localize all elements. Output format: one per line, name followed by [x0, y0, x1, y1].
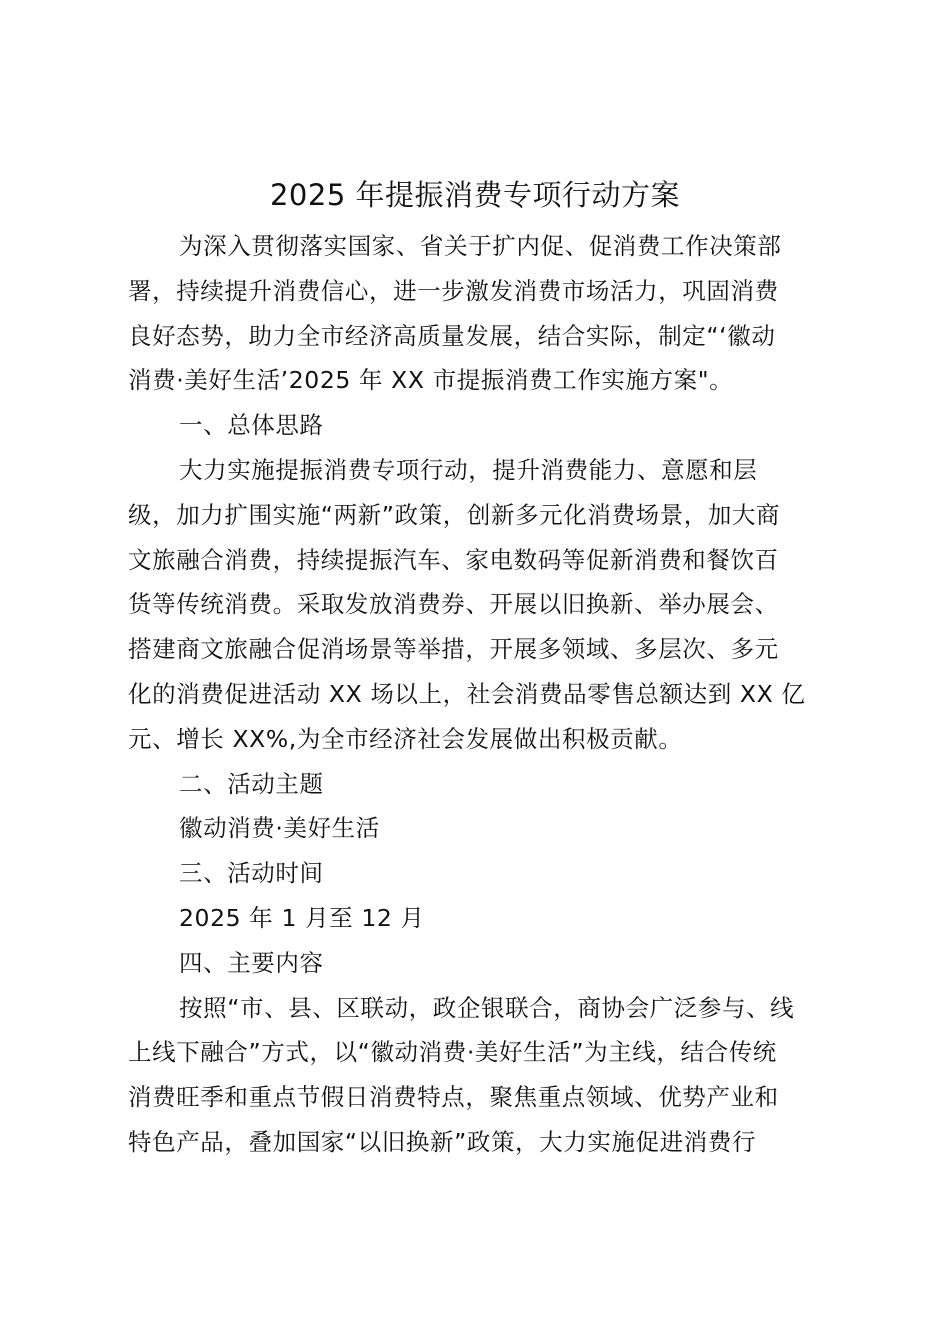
section-heading-4: 四、主要内容	[179, 948, 324, 977]
section-1-line: 文旅融合消费，持续提振汽车、家电数码等促新消费和餐饮百	[128, 545, 779, 574]
section-heading-3: 三、活动时间	[179, 859, 324, 888]
section-1-line: 级，加力扩围实施“两新”政策，创新多元化消费场景，加大商	[128, 500, 781, 529]
section-4-line: 消费旺季和重点节假日消费特点，聚焦重点领域、优势产业和	[128, 1083, 779, 1112]
section-heading-1: 一、总体思路	[179, 411, 324, 440]
section-1-line: 化的消费促进活动 XX 场以上，社会消费品零售总额达到 XX 亿	[128, 679, 806, 708]
document-body	[128, 224, 828, 1165]
section-3-text: 2025 年 1 月至 12 月	[179, 903, 425, 932]
intro-line: 良好态势，助力全市经济高质量发展，结合实际，制定“‘徽动	[128, 321, 776, 350]
intro-line: 为深入贯彻落实国家、省关于扩内促、促消费工作决策部	[179, 232, 782, 260]
section-2-text: 徽动消费·美好生活	[179, 814, 380, 843]
section-1-line: 货等传统消费。采取发放消费券、开展以旧换新、举办展会、	[128, 590, 779, 619]
section-4-paragraph	[128, 986, 828, 1165]
section-1-line: 元、增长 XX%,为全市经济社会发展做出积极贡献。	[128, 724, 683, 753]
document-title: 2025 年提振消费专项行动方案	[269, 178, 681, 212]
section-1-line: 搭建商文旅融合促消场景等举措，开展多领域、多层次、多元	[128, 635, 779, 664]
section-4-line: 上线下融合”方式，以“徽动消费·美好生活”为主线，结合传统	[128, 1038, 777, 1067]
intro-line: 消费·美好生活’2025 年 XX 市提振消费工作实施方案"。	[128, 366, 734, 395]
intro-line: 署，持续提升消费信心，进一步激发消费市场活力，巩固消费	[128, 276, 779, 305]
intro-paragraph	[128, 224, 828, 403]
section-4-line: 特色产品，叠加国家“以旧换新”政策，大力实施促进消费行	[128, 1127, 757, 1156]
section-1-paragraph	[128, 448, 828, 762]
section-heading-2: 二、活动主题	[179, 769, 324, 798]
section-1-line: 大力实施提振消费专项行动，提升消费能力、意愿和层	[179, 455, 758, 484]
section-4-line: 按照“市、县、区联动，政企银联合，商协会广泛参与、线	[179, 993, 795, 1022]
